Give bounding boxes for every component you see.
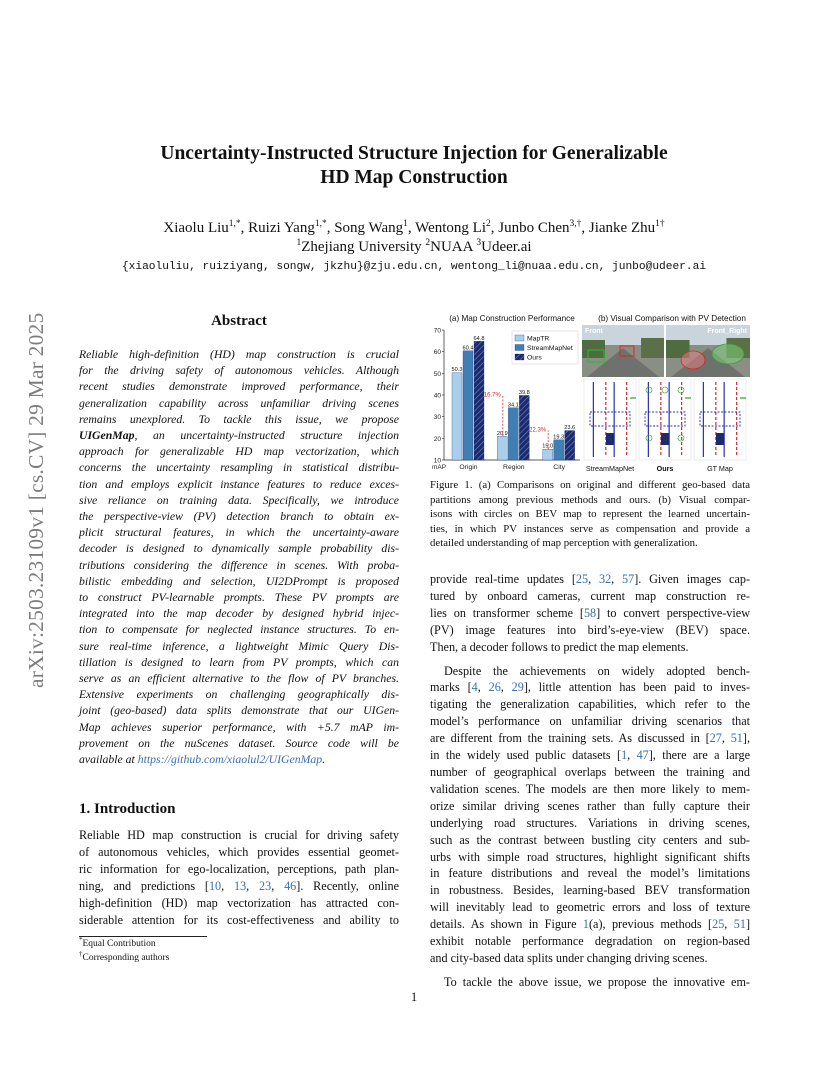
body-line: in the widely used public datasets [1, 47], there are a large: [430, 748, 751, 763]
panel-b-title: (b) Visual Comparison with PV Detection: [598, 314, 746, 323]
data-label: 64.8: [473, 335, 485, 342]
author-emails: {xiaoluliu, ruiziyang, songw, jkzhu}@zju.edu.cn, wentong_li@nuaa.edu.cn, junbo@udeer.ai: [121, 261, 707, 273]
page-number: 1: [410, 990, 418, 1004]
bev-label-ours: Ours: [656, 464, 674, 473]
y-tick-label: 20: [433, 435, 441, 443]
affiliation-name: Zhejiang University: [301, 239, 422, 255]
bar-streammapnet-region: [508, 408, 518, 460]
x-tick-label: Region: [503, 464, 525, 471]
data-label: 39.8: [518, 389, 530, 396]
bar-maptr-origin: [452, 373, 462, 460]
uncertainty-ellipse: [712, 344, 744, 364]
y-tick-label: 50: [433, 370, 441, 378]
legend-swatch-maptr: [515, 335, 524, 341]
footnotes: [79, 938, 169, 965]
body-line: To tackle the above issue, we propose the innovative em-: [444, 974, 750, 989]
author-list: Xiaolu Liu$^{1,*}$, Ruizi Yang$^{1,*}$, Song Wang$^1$, Wentong Li$^2$, Junbo Chen$^{3,\dagger}$, Jianke Zhu$^{1\dagger}$: [163, 219, 665, 236]
intro-body: [79, 827, 399, 928]
source-code-link[interactable]: https://github.com/xiaolul2/UIGenMap: [137, 753, 323, 767]
legend-swatch-ours: [515, 354, 524, 360]
abstract-line: serve as an efficient alternative to the flow of PV branches.: [79, 672, 399, 686]
intro-line: ric information for ego-localization, perceptions, path plan-: [79, 861, 399, 876]
abstract-heading: Abstract: [211, 313, 267, 329]
panel-a-title: (a) Map Construction Performance: [449, 314, 575, 323]
abstract-line: Extensive experiments on challenging geographically dis-: [79, 688, 399, 702]
body-line: in robustness. Besides, learning-based BEV transformation: [430, 883, 750, 898]
figure-1: [428, 310, 752, 475]
ego-vehicle-marker: [716, 433, 724, 445]
body-line: tured by onboard cameras, current map construction re-: [430, 588, 750, 603]
abstract-line: available at https://github.com/xiaolul2/UIGenMap.: [79, 753, 326, 767]
author-name: Song Wang: [334, 220, 404, 236]
abstract-line: Reliable high-definition (HD) map construction is crucial: [79, 348, 399, 361]
data-label: 60.4: [462, 345, 474, 352]
ego-vehicle-marker: [661, 433, 669, 445]
data-label: 19.3: [553, 434, 565, 441]
author-name: Jianke Zhu: [588, 220, 656, 236]
affiliation-mark: 3: [476, 238, 482, 248]
abstract-line: decoder is designed to dynamically sample probability dis-: [79, 542, 399, 556]
legend-label: Ours: [527, 354, 542, 362]
arxiv-stamp: arXiv:2503.23109v1 [cs.CV] 29 Mar 2025: [24, 312, 48, 688]
affiliation-mark: 2: [425, 238, 431, 248]
data-label: 23.6: [564, 425, 576, 432]
author-block: [100, 219, 728, 257]
abstract-line: generalization capability across unfamiliar driving scenes: [79, 396, 399, 410]
body-line: are different from the training sets. As discussed in [27, 51],: [430, 731, 750, 746]
legend-label: StreamMapNet: [527, 345, 573, 352]
abstract-line: bilistic embedding and selection, UI2DPrompt is proposed: [79, 574, 399, 588]
improvement-label: 16.7%: [483, 392, 501, 399]
caption-line: detailed understanding of map perception with generalization.: [430, 537, 698, 550]
caption-line: isons with circles on BEV map to represent the learned uncertain-: [430, 508, 750, 521]
author-name: Xiaolu Liu: [163, 220, 229, 236]
affiliation-name: NUAA: [430, 239, 473, 255]
abstract-line: to construct PV-learnable prompts. These PV prompts are: [79, 591, 399, 605]
body-line: marks [4, 26, 29], little attention has been paid to inves-: [430, 680, 751, 695]
intro-line: of autonomous vehicles, which provides essential geomet-: [79, 844, 399, 859]
bar-ours-origin: [474, 341, 484, 460]
affiliation-mark: 1: [296, 238, 302, 248]
abstract-line: sive reliance on training data. Specifically, we introduce: [79, 493, 399, 507]
y-tick-label: 30: [433, 414, 441, 422]
author-name: Ruizi Yang: [248, 220, 315, 236]
intro-line: high-definition (HD) map vectorization has attracted con-: [79, 895, 399, 910]
body-line: underlying road structures. Variations in driving scenes,: [430, 815, 750, 830]
body-line: number of geographical overlaps between the training and: [430, 764, 750, 779]
title-line-2: HD Map Construction: [320, 167, 508, 188]
body-line: provide real-time updates [25, 32, 57]. Given images cap-: [430, 572, 751, 586]
body-line: details. As shown in Figure 1(a), previous methods [25, 51]: [430, 917, 750, 932]
bev-map-panel: [639, 379, 691, 460]
caption-line: Figure 1. (a) Comparisons on original and different geo-based data: [430, 479, 750, 491]
abstract-line: remains unexplored. To tackle this issue, we propose: [79, 412, 399, 426]
figure-caption: [430, 478, 750, 551]
y-axis-label: mAP: [432, 464, 447, 471]
footnote: *Equal Contribution: [79, 936, 156, 949]
abstract-body: [79, 347, 399, 768]
legend-label: MapTR: [527, 335, 550, 343]
right-column-body: [430, 571, 750, 991]
abstract-line: UIGenMap, an uncertainty-instructed structure injection: [79, 429, 399, 443]
intro-heading: 1. Introduction: [79, 801, 176, 817]
author-affiliation-mark: 1: [403, 219, 408, 229]
affiliation-list: [100, 238, 728, 257]
abstract-line: recent studies demonstrate improved performance, their: [79, 380, 399, 394]
camera-view-trees: [582, 340, 605, 358]
abstract-line: Map achieves superior performance, with +5.7 mAP im-: [79, 720, 399, 734]
abstract-line: sure real-time inference, a lightweight Mimic Query Dis-: [79, 639, 399, 653]
abstract-line: integrated into the map decoder by designed hybrid injec-: [79, 607, 399, 621]
author-affiliation-mark: 3,†: [569, 219, 582, 229]
body-line: model’s performance on unfamiliar driving scenarios that: [430, 714, 750, 729]
ego-vehicle-marker: [606, 433, 614, 445]
abstract-line: plicit structural features, in which the uncertainty-aware: [79, 526, 399, 540]
improvement-label: 22.3%: [529, 427, 547, 434]
y-tick-label: 60: [433, 349, 441, 357]
data-label: 50.3: [451, 367, 463, 374]
body-line: tigating the generalization capabilities, which refer to the: [430, 697, 750, 712]
bev-map-panel: [584, 379, 636, 460]
y-tick-label: 10: [433, 457, 441, 465]
bev-label-streammapnet: StreamMapNet: [585, 464, 635, 473]
abstract-line: joint (geo-based) data splits demonstrate that our UIGen-: [79, 704, 399, 718]
caption-line: partitions among previous methods and ours. (b) Visual compar-: [430, 493, 750, 506]
affiliation-name: Udeer.ai: [481, 239, 532, 255]
author-affiliation-mark: 2: [486, 219, 491, 229]
bar-maptr-region: [497, 436, 507, 460]
x-tick-label: Origin: [459, 464, 478, 471]
camera-view-label: Front_Right: [707, 328, 747, 335]
body-line: lies on transformer scheme [58] to convert perspective-view: [430, 605, 750, 620]
camera-view-label: Front: [585, 328, 603, 335]
bar-streammapnet-origin: [463, 351, 473, 460]
uncertainty-ellipse: [681, 351, 705, 369]
bar-streammapnet-city: [554, 440, 564, 460]
body-line: such as the contrast between bustling city centers and sub-: [430, 832, 750, 847]
intro-line: siderable attention for its cost-effectiveness and ability to: [79, 912, 399, 927]
body-line: validation scenes. The models are then more likely to mem-: [430, 781, 750, 796]
body-line: urbs with simple road structures, highlight significant shifts: [430, 849, 750, 864]
author-name: Junbo Chen: [498, 220, 570, 236]
body-line: Then, a decoder follows to predict the map elements.: [430, 639, 689, 654]
author-affiliation-mark: 1,*: [314, 219, 327, 229]
data-label: 15.0: [542, 443, 554, 450]
abstract-line: tion and employs explicit instance features to reduce exces-: [79, 477, 399, 491]
author-affiliation-mark: 1,*: [228, 219, 241, 229]
body-line: in feature distributions and reveal the model’s limitations: [430, 866, 750, 881]
body-line: and city-based data splits under changing driving scenes.: [430, 950, 708, 965]
y-tick-label: 40: [433, 392, 441, 400]
data-label: 34.1: [507, 402, 519, 409]
author-affiliation-mark: 1†: [655, 219, 665, 229]
abstract-line: concerns the uncertainty resampling in statistical distribu-: [79, 461, 399, 475]
bar-maptr-city: [543, 449, 553, 460]
body-line: exhibit notable performance degradation on region-based: [430, 934, 750, 949]
abstract-line: for the driving safety of autonomous vehicles. Although: [79, 364, 399, 378]
bev-map-panel: [694, 379, 746, 460]
abstract-line: tillation is designed to learn from PV prompts, which can: [79, 655, 399, 669]
footnote: †Corresponding authors: [79, 949, 170, 963]
title-line-1: Uncertainty-Instructed Structure Injection for Generalizable: [160, 143, 668, 164]
bar-ours-region: [519, 395, 529, 460]
body-line: Despite the achievements on widely adopted bench-: [444, 663, 750, 678]
data-label: 20.9: [496, 430, 508, 437]
abstract-line: approach for generalizable HD map vectorization, which: [79, 445, 399, 459]
body-line: orize similar driving scenes rather than fully capture their: [430, 798, 750, 813]
body-line: (PV) image features into bird’s-eye-view (BEV) space.: [430, 622, 750, 637]
abstract-line: provement on the nuScenes dataset. Source code will be: [79, 736, 399, 750]
figure-1-canvas: [428, 310, 752, 475]
camera-view-trees: [641, 338, 664, 358]
y-tick-label: 70: [433, 327, 441, 335]
caption-line: ties, in which PV instances serve as compensation and provide a: [430, 522, 750, 535]
bev-label-gt: GT Map: [707, 464, 733, 473]
intro-line: ning, and predictions [10, 13, 23, 46]. Recently, online: [79, 878, 400, 893]
abstract-line: the perspective-view (PV) detection branch to obtain ex-: [79, 510, 399, 524]
legend-swatch-streammapnet: [515, 345, 524, 351]
intro-line: Reliable HD map construction is crucial for driving safety: [79, 828, 399, 842]
footnote-rule: [79, 936, 207, 937]
abstract-line: tion to compensate for neglected instance structures. To en-: [79, 623, 399, 637]
author-name: Wentong Li: [415, 220, 487, 236]
body-line: will inevitably lead to geometric errors and loss of texture: [430, 900, 750, 915]
x-tick-label: City: [553, 464, 566, 471]
paper-title: [110, 142, 718, 190]
abstract-line: tributions considering the difference in scenes. With proba-: [79, 558, 399, 572]
bar-ours-city: [565, 431, 575, 460]
